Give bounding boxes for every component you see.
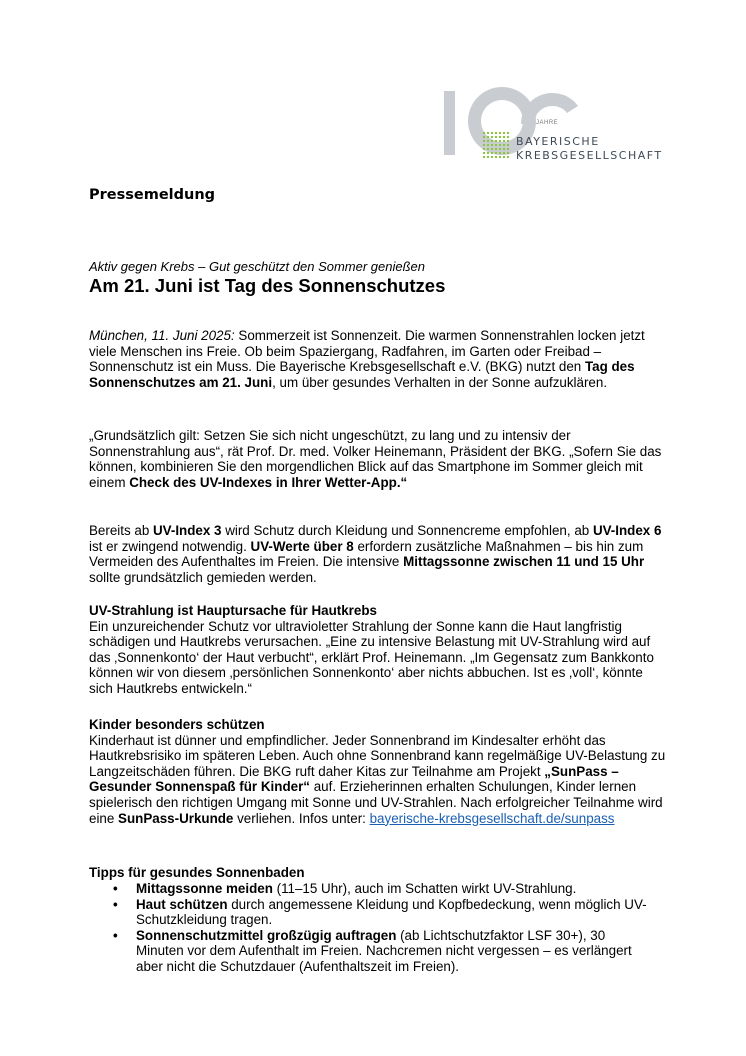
uv-text-5: sollte grundsätzlich gemieden werden. xyxy=(89,569,317,585)
tip-text: durch angemessene Kleidung und Kopfbedeckung, wenn möglich UV-Schutzkleidung tragen. xyxy=(136,896,647,928)
section-heading: Tipps für gesundes Sonnenbaden xyxy=(89,865,305,880)
section-heading: UV-Strahlung ist Hauptursache für Hautkrebs xyxy=(89,603,377,618)
uv-text-3: ist er zwingend notwendig. xyxy=(89,538,251,554)
intro-text-1: Sommerzeit ist Sonnenzeit. Die warmen Sonnenstrahlen locken jetzt viele Menschen ins Freie. Ob beim Spaziergang, Radfahren, im Garten oder Freibad – Sonnenschutz ist ein Muss. Die Bayerische Krebsgesellschaft e.V. (BKG) nutzt den xyxy=(89,328,645,375)
logo-jahre-text: JAHRE xyxy=(536,120,559,126)
dateline: München, 11. Juni 2025: xyxy=(89,328,235,343)
list-item xyxy=(89,897,649,928)
tip-text: (ab Lichtschutzfaktor LSF 30+), 30 Minuten vor dem Aufenthalt im Freien. Nachcremen nicht vergessen – es verlängert aber nicht die Schutzdauer (Aufenthaltszeit im Freien). xyxy=(136,927,632,974)
uv-text-2: wird Schutz durch Kleidung und Sonnencreme empfohlen, ab xyxy=(221,523,593,538)
uv-text-1: Bereits ab xyxy=(89,523,154,538)
children-text-2: auf. Erzieherinnen erhalten Schulungen, Kinder lernen spielerisch den richtigen Umgang mit Sonne und UV-Strahlen. Nach erfolgreicher Teilnahme wird eine xyxy=(89,779,663,826)
tip-bold: Haut schützen xyxy=(136,896,228,912)
bkg-logo xyxy=(440,83,680,169)
green-dot-grid-icon xyxy=(482,131,510,159)
sunpass-link[interactable]: bayerische-krebsgesellschaft.de/sunpass xyxy=(369,810,615,826)
intro-text-2: , um über gesundes Verhalten in der Sonne aufzuklären. xyxy=(272,374,608,390)
quote-text: „Grundsätzlich gilt: Setzen Sie sich nicht ungeschützt, zu lang und zu intensiv der Sonnenstrahlung aus“, rät Prof. Dr. med. Volker Heinemann, Präsident der BKG. „Sofern Sie das können, kombinieren Sie den morgendlichen Blick auf das Smartphone im Sommer gleich mit einem xyxy=(89,428,662,490)
uv-bold-4: Mittagssonne zwischen 11 und 15 Uhr xyxy=(403,554,645,570)
uv-index-paragraph xyxy=(89,523,669,585)
tips-list xyxy=(89,881,649,975)
section-uv-cancer xyxy=(89,603,669,697)
section-heading: Kinder besonders schützen xyxy=(89,717,265,732)
list-item xyxy=(89,881,649,897)
tip-text: (11–15 Uhr), auch im Schatten wirkt UV-Strahlung. xyxy=(272,881,577,896)
children-bold-2: SunPass-Urkunde xyxy=(118,810,234,826)
children-text-3: verliehen. Infos unter: xyxy=(233,810,370,826)
tip-bold: Sonnenschutzmittel großzügig auftragen xyxy=(136,927,397,943)
children-text-1: Kinderhaut ist dünner und empfindlicher. Jeder Sonnenbrand im Kindesalter erhöht das Hautkrebsrisiko im späteren Leben. Auch ohne Sonnenbrand kann regelmäßige UV-Belastung zu Langzeitschäden führen. Die BKG ruft daher Kitas zur Teilnahme am Projekt xyxy=(89,732,666,779)
children-bold-1: „SunPass – Gesunder Sonnenspaß für Kinder“ xyxy=(89,763,619,795)
section-children xyxy=(89,717,669,826)
section-tips-heading xyxy=(89,865,669,881)
intro-paragraph xyxy=(89,328,669,390)
subtitle: Aktiv gegen Krebs – Gut geschützt den Sommer genießen xyxy=(89,259,426,274)
logo-text-line2: KREBSGESELLSCHAFT xyxy=(516,149,663,162)
uv-bold-3: UV-Werte über 8 xyxy=(250,538,354,554)
uv-bold-1: UV-Index 3 xyxy=(153,523,222,538)
tip-bold: Mittagssonne meiden xyxy=(136,881,273,896)
quote-paragraph xyxy=(89,428,669,490)
document-type-label: Pressemeldung xyxy=(89,187,216,203)
page-title: Am 21. Juni ist Tag des Sonnenschutzes xyxy=(89,275,446,296)
list-item xyxy=(89,928,649,975)
intro-bold-1: Tag des Sonnenschutzes am 21. Juni xyxy=(89,359,635,390)
uv-text-4: erfordern zusätzliche Maßnahmen – bis hin zum Vermeiden des Aufenthaltes im Freien. Die intensive xyxy=(89,538,644,570)
uv-bold-2: UV-Index 6 xyxy=(592,523,662,538)
quote-bold: Check des UV-Indexes in Ihrer Wetter-App.“ xyxy=(129,474,408,490)
section-text: Ein unzureichender Schutz vor ultravioletter Strahlung der Sonne kann die Haut langfristig schädigen und Hautkrebs verursachen. „Eine zu intensive Belastung mit UV-Strahlung wird auf das ‚Sonnenkonto‘ der Haut verbucht“, erklärt Prof. Heinemann. „Im Gegensatz zum Bankkonto können wir von diesem ‚persönlichen Sonnenkonto‘ aber nichts abbuchen. Ist es ‚voll‘, könnte sich Hautkrebs entwickeln.“ xyxy=(89,618,654,696)
logo-text-line1: BAYERISCHE xyxy=(516,135,600,148)
